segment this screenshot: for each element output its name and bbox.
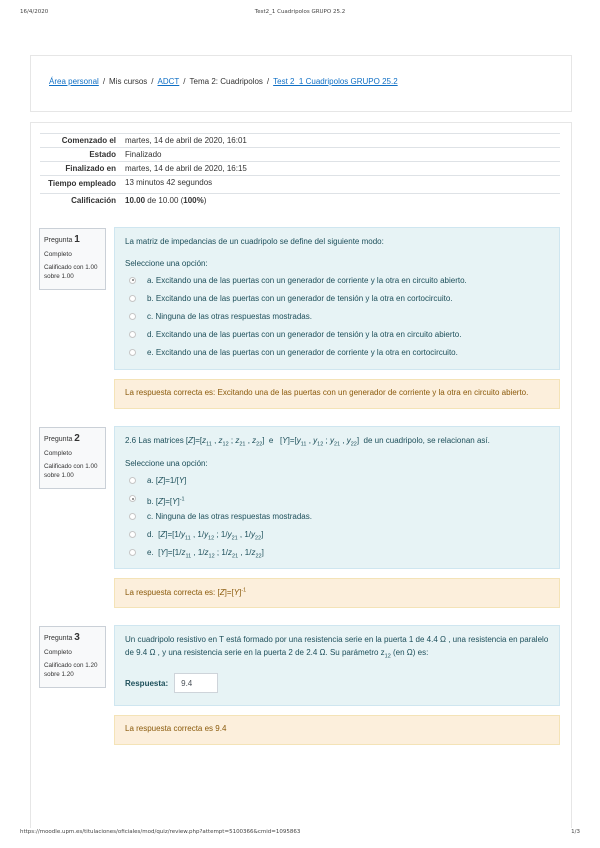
radio[interactable] bbox=[129, 531, 136, 538]
answer-option-d[interactable] bbox=[125, 526, 549, 544]
summary-value: 13 minutos 42 segundos bbox=[125, 178, 213, 187]
question-1-feedback bbox=[114, 379, 560, 409]
answer-option-e[interactable] bbox=[125, 344, 549, 362]
radio[interactable] bbox=[129, 513, 136, 520]
question-1-info bbox=[39, 228, 106, 290]
answer-option-b[interactable] bbox=[125, 490, 549, 508]
answer-label: e. $[Y]=[1/z_{11}$ , $1/z_{12}$ ; $1/z_{21}$ , $1/z_{22}$] bbox=[147, 548, 264, 560]
answer-label: b. $[Z]=[Y]^{-1}$ bbox=[147, 496, 185, 507]
response-label: Respuesta: bbox=[125, 678, 169, 688]
feedback-text: La respuesta correcta es: Excitando una de las puertas con un generador de corriente y la otra en circuito abierto. bbox=[125, 388, 529, 397]
summary-label: Comenzado el bbox=[61, 136, 116, 145]
question-1-content bbox=[114, 227, 560, 370]
question-2-feedback bbox=[114, 578, 560, 608]
question-text-main: Un cuadripolo resistivo en T está formado por una resistencia serie en la puerta 1 de 4.4 Ω , una resistencia en paralelo de 9.4 Ω , y una resistencia serie en la puerta 2 de 2.4 Ω. Su parámetro z bbox=[125, 635, 549, 657]
radio[interactable] bbox=[129, 313, 136, 320]
question-2-content bbox=[114, 426, 560, 569]
breadcrumb-quiz-link[interactable]: Test 2_1 Cuadripolos GRUPO 25.2 bbox=[273, 77, 398, 86]
answer-option-d[interactable] bbox=[125, 326, 549, 344]
question-grade: Calificado con 1.20 sobre 1.20 bbox=[44, 662, 98, 678]
question-text bbox=[125, 634, 549, 661]
summary-value-grade bbox=[122, 193, 560, 207]
feedback-prefix: La respuesta correcta es: bbox=[125, 587, 218, 597]
summary-row bbox=[40, 162, 560, 176]
question-number: 1 bbox=[74, 234, 80, 245]
question-text-subscript: 12 bbox=[384, 653, 391, 660]
print-date: 16/4/2020 bbox=[20, 9, 49, 15]
breadcrumb-home-link[interactable]: Área personal bbox=[49, 77, 99, 86]
feedback-text: La respuesta correcta es 9.4 bbox=[125, 724, 227, 733]
breadcrumb-card bbox=[30, 55, 572, 112]
radio-selected[interactable] bbox=[129, 277, 136, 284]
question-text-end: (en Ω) es: bbox=[390, 647, 429, 657]
summary-value: martes, 14 de abril de 2020, 16:15 bbox=[125, 164, 247, 173]
answer-option-a[interactable] bbox=[125, 272, 549, 290]
question-state: Completo bbox=[44, 648, 72, 656]
question-number: 3 bbox=[74, 632, 80, 643]
question-prompt: Seleccione una opción: bbox=[125, 258, 208, 268]
breadcrumb: Área personal / Mis cursos / ADCT / Tema 2: Cuadripolos / Test 2_1 Cuadripolos GRUPO 25.2 bbox=[49, 77, 398, 86]
breadcrumb-section: Tema 2: Cuadripolos bbox=[189, 77, 263, 86]
radio[interactable] bbox=[129, 549, 136, 556]
breadcrumb-my-courses: Mis cursos bbox=[109, 77, 148, 86]
answer-label: a. [Z]=1/[Y] bbox=[147, 476, 187, 486]
summary-row bbox=[40, 134, 560, 148]
breadcrumb-course-link[interactable]: ADCT bbox=[157, 77, 180, 86]
answer-label: b. Excitando una de las puertas con un generador de tensión y la otra en cortocircuito. bbox=[147, 293, 453, 303]
radio-selected[interactable] bbox=[129, 495, 136, 502]
question-label: Pregunta bbox=[44, 635, 73, 642]
question-label: Pregunta bbox=[44, 436, 73, 443]
summary-value: martes, 14 de abril de 2020, 16:01 bbox=[125, 136, 247, 145]
radio[interactable] bbox=[129, 331, 136, 338]
answer-option-b[interactable] bbox=[125, 290, 549, 308]
summary-value: Finalizado bbox=[125, 150, 162, 159]
answer-list bbox=[125, 472, 549, 562]
question-3-feedback bbox=[114, 715, 560, 745]
summary-label: Calificación bbox=[71, 195, 116, 205]
response-input[interactable] bbox=[174, 673, 218, 693]
question-prompt: Seleccione una opción: bbox=[125, 459, 208, 469]
response-row bbox=[125, 673, 549, 693]
answer-option-a[interactable] bbox=[125, 472, 549, 490]
summary-row bbox=[40, 193, 560, 207]
answer-label: c. Ninguna de las otras respuestas mostradas. bbox=[147, 311, 312, 321]
answer-list bbox=[125, 272, 549, 362]
print-title: Test2_1 Cuadripolos GRUPO 25.2 bbox=[254, 9, 346, 15]
summary-label: Tiempo empleado bbox=[48, 179, 116, 188]
print-url: https://moodle.upm.es/titulaciones/oficiales/mod/quiz/review.php?attempt=5100366&cmid=1095863 bbox=[20, 829, 301, 835]
question-state: Completo bbox=[44, 250, 72, 258]
answer-option-c[interactable] bbox=[125, 308, 549, 326]
answer-option-e[interactable] bbox=[125, 544, 549, 562]
summary-row bbox=[40, 148, 560, 162]
radio[interactable] bbox=[129, 349, 136, 356]
question-label: Pregunta bbox=[44, 237, 73, 244]
question-3-content bbox=[114, 625, 560, 706]
answer-label: d. $[Z]=[1/y_{11}$ , $1/y_{12}$ ; $1/y_{21}$ , $1/y_{22}$] bbox=[147, 530, 264, 542]
grade-end: ) bbox=[203, 195, 207, 205]
answer-label: c. Ninguna de las otras respuestas mostradas. bbox=[147, 512, 312, 522]
question-2-info bbox=[39, 427, 106, 489]
question-3-info bbox=[39, 626, 106, 688]
question-state: Completo bbox=[44, 449, 72, 457]
attempt-summary-table bbox=[40, 133, 560, 207]
answer-label: e. Excitando una de las puertas con un generador de corriente y la otra en cortocircuito. bbox=[147, 347, 458, 357]
grade-pct: 100% bbox=[183, 195, 204, 205]
summary-label: Finalizado en bbox=[65, 164, 116, 173]
question-number: 2 bbox=[74, 433, 80, 444]
print-page-number: 1/3 bbox=[571, 829, 580, 835]
question-grade: Calificado con 1.00 sobre 1.00 bbox=[44, 264, 98, 280]
question-grade: Calificado con 1.00 sobre 1.00 bbox=[44, 463, 98, 479]
answer-option-c[interactable] bbox=[125, 508, 549, 526]
radio[interactable] bbox=[129, 477, 136, 484]
question-text: 2.6 Las matrices $[Z]=[z_{11}$ , $z_{12}$ ; $z_{21}$ , $z_{22}$] e $[Y]=[y_{11}$ , $y_{12}$ ; $y_{21}$ , $y_{22}$] de un cuadripolo, se relacionan así. bbox=[125, 436, 490, 448]
grade-score: 10.00 bbox=[125, 195, 146, 205]
grade-mid: de 10.00 ( bbox=[145, 195, 184, 205]
summary-row bbox=[40, 176, 560, 194]
question-text: La matriz de impedancias de un cuadripolo se define del siguiente modo: bbox=[125, 237, 384, 246]
feedback-text: La respuesta correcta es: $[Z]=[Y]^{-1}$ bbox=[125, 587, 247, 597]
radio[interactable] bbox=[129, 295, 136, 302]
summary-label: Estado bbox=[89, 150, 116, 159]
answer-label: a. Excitando una de las puertas con un generador de corriente y la otra en circuito abierto. bbox=[147, 275, 467, 285]
answer-label: d. Excitando una de las puertas con un generador de tensión y la otra en circuito abierto. bbox=[147, 329, 462, 339]
